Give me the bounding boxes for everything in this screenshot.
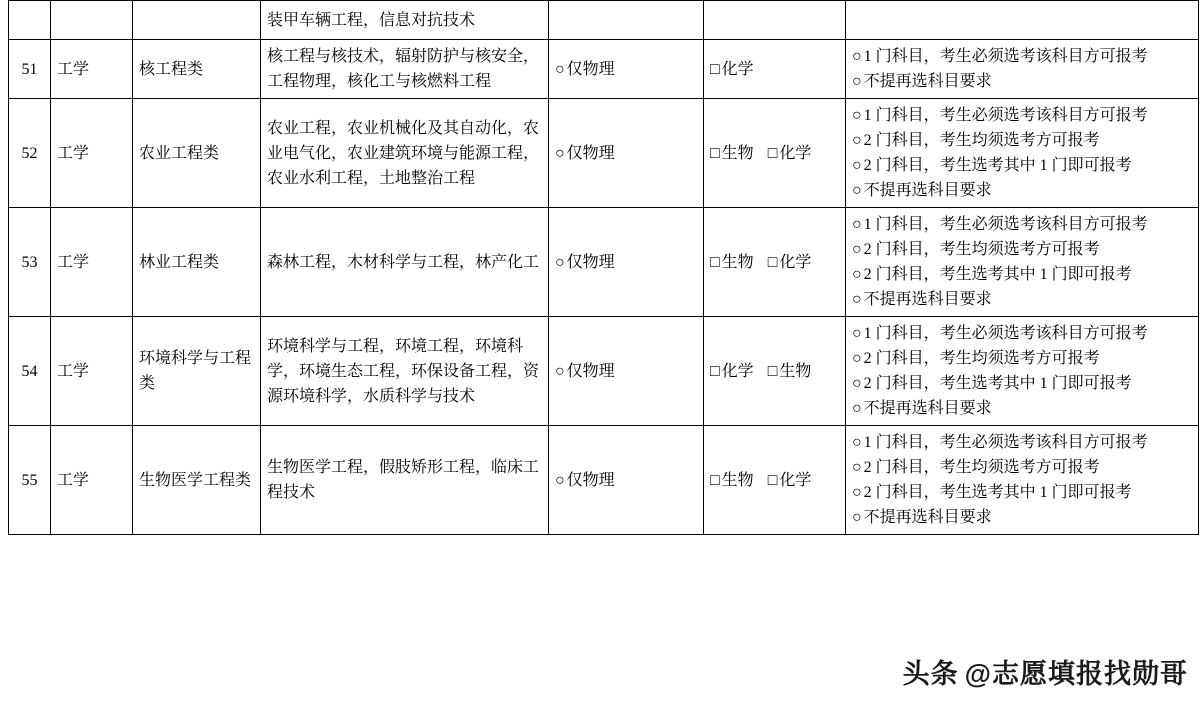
cell-second-choice [704, 426, 846, 535]
cell-category [51, 1, 133, 40]
circle-icon: ○ [852, 459, 862, 476]
circle-icon: ○ [852, 350, 862, 367]
cell-category: 工学 [51, 99, 133, 208]
second-choice-item [710, 141, 754, 166]
requirement-text: 不提再选科目要求 [863, 73, 992, 90]
circle-icon: ○ [852, 216, 862, 233]
cell-requirements [846, 317, 1199, 426]
cell-second-choice [704, 208, 846, 317]
cell-majors: 农业工程，农业机械化及其自动化，农业电气化，农业建筑环境与能源工程，农业水利工程，土地整治工程 [261, 99, 549, 208]
requirement-line [852, 212, 1192, 237]
requirement-line [852, 371, 1192, 396]
square-icon: □ [710, 362, 720, 380]
second-choice-item [768, 250, 812, 275]
circle-icon: ○ [555, 471, 565, 489]
cell-index: 54 [9, 317, 51, 426]
circle-icon: ○ [852, 434, 862, 451]
square-icon: □ [710, 253, 720, 271]
square-icon: □ [767, 362, 778, 380]
cell-second-choice [704, 317, 846, 426]
circle-icon: ○ [555, 362, 565, 380]
cell-second-choice [704, 40, 846, 99]
requirement-line [852, 128, 1192, 153]
cell-second-choice [704, 1, 846, 40]
circle-icon: ○ [852, 107, 862, 124]
cell-index [9, 1, 51, 40]
square-icon: □ [767, 144, 778, 162]
requirement-text: 不提再选科目要求 [863, 182, 992, 199]
circle-icon: ○ [852, 375, 862, 392]
requirement-line [852, 505, 1192, 530]
square-icon: □ [710, 471, 720, 489]
cell-class-name: 核工程类 [133, 40, 261, 99]
table-row [9, 426, 1199, 535]
circle-icon: ○ [852, 291, 862, 308]
second-choice-item [768, 359, 812, 384]
requirement-text: 1 门科目，考生必须选考该科目方可报考 [863, 48, 1148, 65]
table-row-partial [9, 1, 1199, 40]
requirement-line [852, 430, 1192, 455]
circle-icon: ○ [555, 253, 565, 271]
requirement-text: 1 门科目，考生必须选考该科目方可报考 [863, 107, 1148, 124]
requirement-line [852, 346, 1192, 371]
circle-icon: ○ [555, 60, 565, 78]
cell-class-name: 林业工程类 [133, 208, 261, 317]
requirement-text: 2 门科目，考生均须选考方可报考 [863, 350, 1100, 367]
cell-index: 51 [9, 40, 51, 99]
requirement-text: 2 门科目，考生选考其中 1 门即可报考 [863, 157, 1132, 174]
requirement-line [852, 321, 1192, 346]
cell-first-choice [549, 208, 704, 317]
requirement-text: 2 门科目，考生选考其中 1 门即可报考 [863, 375, 1132, 392]
circle-icon: ○ [852, 73, 862, 90]
requirement-line [852, 44, 1192, 69]
first-choice-label: 仅物理 [566, 471, 615, 489]
cell-requirements [846, 40, 1199, 99]
watermark-logo: 头条 [902, 659, 959, 689]
cell-category: 工学 [51, 317, 133, 426]
second-choice-label: 生物 [721, 471, 754, 489]
cell-first-choice [549, 40, 704, 99]
second-choice-label: 生物 [721, 253, 754, 271]
requirement-text: 2 门科目，考生选考其中 1 门即可报考 [863, 266, 1132, 283]
requirement-line [852, 103, 1192, 128]
cell-majors: 生物医学工程，假肢矫形工程，临床工程技术 [261, 426, 549, 535]
square-icon: □ [710, 60, 720, 78]
requirement-line [852, 480, 1192, 505]
table-row [9, 317, 1199, 426]
cell-first-choice [549, 317, 704, 426]
cell-majors: 装甲车辆工程，信息对抗技术 [261, 1, 549, 40]
cell-majors: 森林工程，木材科学与工程，林产化工 [261, 208, 549, 317]
second-choice-label: 生物 [779, 362, 812, 380]
requirement-text: 不提再选科目要求 [863, 291, 992, 308]
second-choice-item [768, 141, 812, 166]
first-choice-label: 仅物理 [566, 362, 615, 380]
major-selection-table [8, 0, 1199, 535]
circle-icon: ○ [852, 325, 862, 342]
circle-icon: ○ [852, 48, 862, 65]
cell-class-name [133, 1, 261, 40]
table-row [9, 40, 1199, 99]
second-choice-label: 化学 [721, 60, 754, 78]
second-choice-item [710, 359, 754, 384]
cell-category: 工学 [51, 426, 133, 535]
second-choice-label: 化学 [779, 144, 812, 162]
requirement-text: 2 门科目，考生均须选考方可报考 [863, 132, 1100, 149]
cell-category: 工学 [51, 40, 133, 99]
second-choice-item [768, 468, 812, 493]
cell-class-name: 生物医学工程类 [133, 426, 261, 535]
requirement-text: 2 门科目，考生均须选考方可报考 [863, 459, 1100, 476]
watermark-text: @志愿填报找勋哥 [964, 659, 1188, 689]
requirement-line [852, 153, 1192, 178]
second-choice-item [710, 468, 754, 493]
cell-class-name: 环境科学与工程类 [133, 317, 261, 426]
cell-requirements [846, 99, 1199, 208]
requirement-line [852, 262, 1192, 287]
cell-index: 52 [9, 99, 51, 208]
circle-icon: ○ [852, 400, 862, 417]
second-choice-label: 化学 [779, 253, 812, 271]
table-row [9, 99, 1199, 208]
cell-second-choice [704, 99, 846, 208]
cell-first-choice [549, 1, 704, 40]
circle-icon: ○ [852, 484, 862, 501]
requirement-line [852, 287, 1192, 312]
requirement-text: 1 门科目，考生必须选考该科目方可报考 [863, 216, 1148, 233]
cell-index: 55 [9, 426, 51, 535]
second-choice-item [710, 250, 754, 275]
requirement-line [852, 455, 1192, 480]
square-icon: □ [767, 253, 778, 271]
requirement-text: 1 门科目，考生必须选考该科目方可报考 [863, 434, 1148, 451]
circle-icon: ○ [852, 157, 862, 174]
cell-majors: 环境科学与工程，环境工程，环境科学，环境生态工程，环保设备工程，资源环境科学，水质科学与技术 [261, 317, 549, 426]
circle-icon: ○ [852, 241, 862, 258]
table-row [9, 208, 1199, 317]
first-choice-label: 仅物理 [566, 144, 615, 162]
circle-icon: ○ [555, 144, 565, 162]
requirement-text: 不提再选科目要求 [863, 509, 992, 526]
requirement-line [852, 69, 1192, 94]
requirement-line [852, 237, 1192, 262]
circle-icon: ○ [852, 509, 862, 526]
requirement-line [852, 178, 1192, 203]
requirement-text: 不提再选科目要求 [863, 400, 992, 417]
cell-index: 53 [9, 208, 51, 317]
second-choice-label: 生物 [721, 144, 754, 162]
cell-class-name: 农业工程类 [133, 99, 261, 208]
second-choice-item [710, 57, 754, 82]
circle-icon: ○ [852, 266, 862, 283]
first-choice-label: 仅物理 [566, 60, 615, 78]
cell-first-choice [549, 426, 704, 535]
cell-first-choice [549, 99, 704, 208]
circle-icon: ○ [852, 132, 862, 149]
second-choice-label: 化学 [779, 471, 812, 489]
watermark [903, 652, 1188, 691]
cell-majors: 核工程与核技术，辐射防护与核安全，工程物理，核化工与核燃料工程 [261, 40, 549, 99]
cell-requirements [846, 208, 1199, 317]
cell-requirements [846, 1, 1199, 40]
requirement-text: 1 门科目，考生必须选考该科目方可报考 [863, 325, 1148, 342]
square-icon: □ [767, 471, 778, 489]
cell-category: 工学 [51, 208, 133, 317]
square-icon: □ [710, 144, 720, 162]
first-choice-label: 仅物理 [566, 253, 615, 271]
requirement-text: 2 门科目，考生均须选考方可报考 [863, 241, 1100, 258]
cell-requirements [846, 426, 1199, 535]
requirement-line [852, 396, 1192, 421]
requirement-text: 2 门科目，考生选考其中 1 门即可报考 [863, 484, 1132, 501]
second-choice-label: 化学 [721, 362, 754, 380]
circle-icon: ○ [852, 182, 862, 199]
